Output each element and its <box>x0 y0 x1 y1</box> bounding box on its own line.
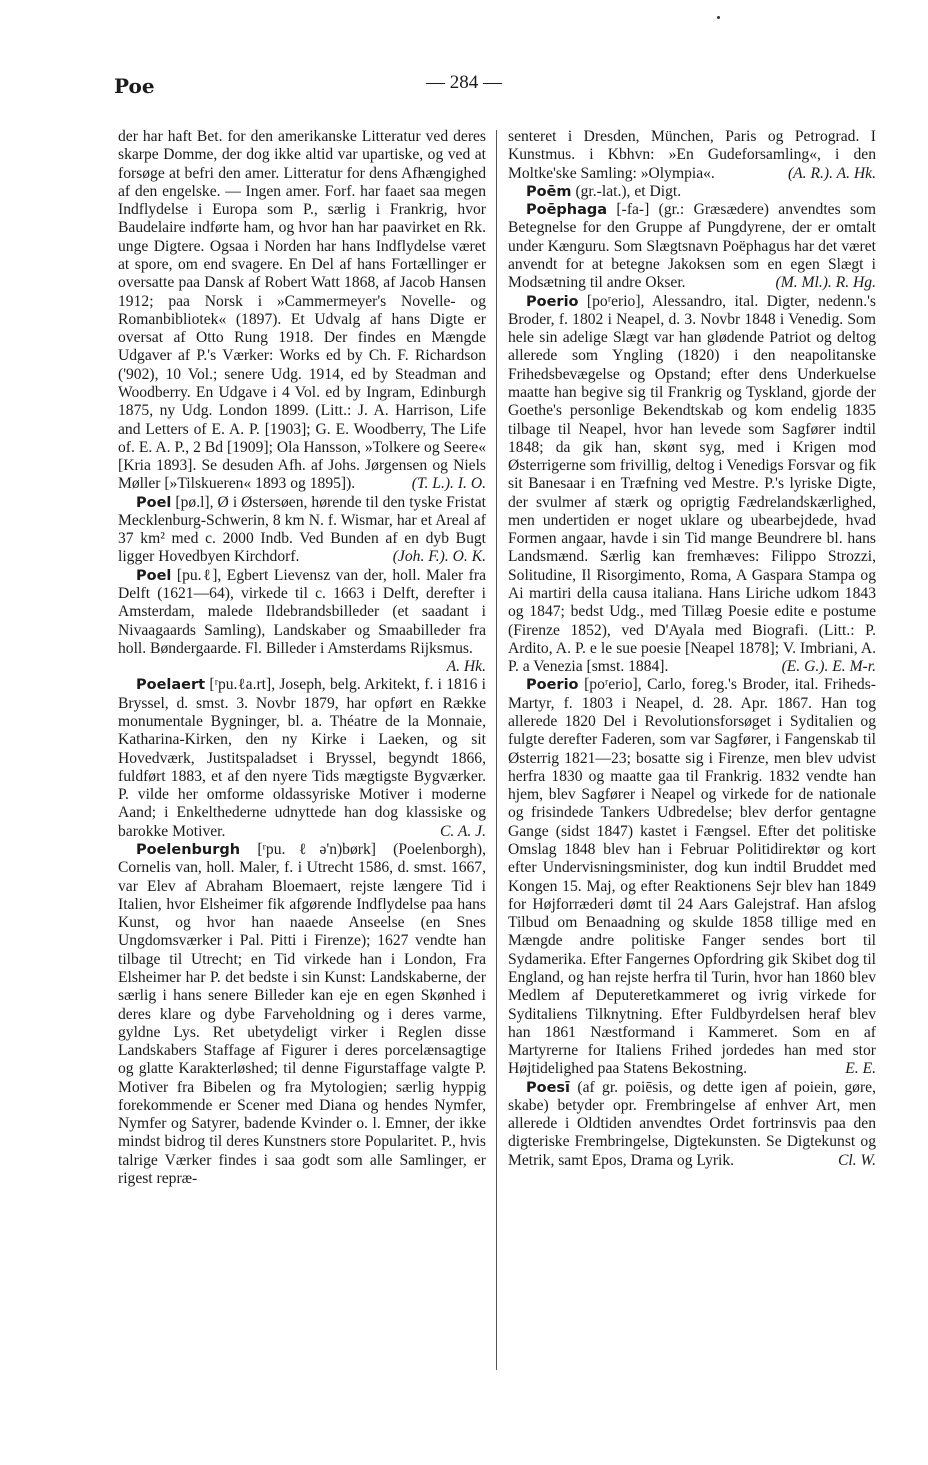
entry-signature: E. E. <box>845 1060 876 1078</box>
entry-signature: (Joh. F.). O. K. <box>392 548 486 566</box>
entry-headword: Poerio <box>526 293 579 310</box>
entry <box>118 494 486 567</box>
entry-text: der har haft Bet. for den amerikanske Litteratur ved deres skarpe Domme, der dog ikke altid var upartiske, og ved at forsøge at befri den amer. Litteratur for dens Afhængighed af den engelske. — Ingen amer. Forf. har faaet saa megen Indflydelse i Europa som P., særlig i Frankrig, hvor Baudelaire indførte ham, og hvor han har paavirket en Rk. unge Digtere. Ogsaa i Norden har hans Indflydelse været at spore, om end svagere. En Del af hans Fortællinger er oversatte paa Dansk af Robert Watt 1868, af Jacob Hansen 1912; paa Norsk i »Cammermeyer's Novelle- og Romanbibliotek« (1897). Et Udvalg af hans Digte er oversat af Otto Rung 1918. Der findes en Mængde Udgaver af P.'s Værker: Works ed by Ch. F. Richardson ('902), 10 Vol.; senere Udg. 1914, ed by Steadman and Woodberry. En Udgave i 4 Vol. ed by Ingram, Edinburgh 1875, ny Udg. London 1899. (Litt.: J. A. Harrison, Life and Letters of E. A. P. [1903]; G. E. Woodberry, The Life of. E. A. P., 2 Bd [1909]; Ola Hansson, »Tolkere og Seere« [Kria 1893]. Se desuden Afh. af Johs. Jørgensen og Niels Møller [»Tilskueren« 1893 og 1895]). <box>118 128 486 493</box>
entry <box>118 128 486 494</box>
entry-text: [pø.l], Ø i Østersøen, hørende til den tyske Fristat Mecklenburg-Schwerin, 8 km N. f. Wismar, har et Areal af 37 km² med c. 2000 Indb. Ved Bunden af en dyb Bugt ligger Hovedbyen Kirchdorf. <box>118 493 486 566</box>
entry-headword: Poel <box>136 567 172 584</box>
entry-text: [poʳerio], Alessandro, ital. Digter, nedenn.'s Broder, f. 1802 i Neapel, d. 3. Novbr 1848 i Venedig. Som hele sin adelige Slægt var han glødende Patriot og deltog allerede som Yngling (1820) i den neapolitanske Frihedsbevægelse og Opstand; efter dens Underkuelse maatte han begive sig til Frankrig og Tyskland, gjorde der Goethe's personlige Bekendtskab og kom endelig 1835 tilbage til Neapel, hvor han levede som Sagfører indtil 1848; da gik han, skønt syg, med i Krigen mod Østerrigerne som frivillig, deltog i Venedigs Forsvar og fik sit Banesaar i en Træfning ved Mestre. P.'s lyriske Digte, der svulmer af stærk og oprigtig Fædrelandskærlighed, men undertiden er noget uklare og ubearbejdede, hvad Formen angaar, havde i sin Tid mange Beundrere bl. hans Landsmænd. Særlig kan fremhæves: Filippo Strozzi, Solitudine, Il Risorgimento, Roma, A Gaspara Stampa og Ai martiri della causa italiana. Hans Liriche udkom 1843 og 1847; bedst Udg., med Tillæg Poesie edite e postume (Firenze 1852), ved D'Ayala med Biografi. (Litt.: P. Ardito, A. P. e le sue poesie [Neapel 1878]; V. Imbriani, A. P. a Venezia [smst. 1884]. <box>508 292 876 676</box>
entry-text: [pu.ℓ], Egbert Lievensz van der, holl. Maler fra Delft (1621—64), virkede til c. 1663 i Delft, derefter i Amsterdam, malede Ildebrandsbilleder (et saadant i Nivaagaards Samling), Landskaber og Smaabilleder fra holl. Bøndergaarde. Fl. Billeder i Amsterdams Rijksmus. <box>118 566 486 657</box>
entry-text: [-fa-] (gr.: Græsædere) anvendtes som Betegnelse for den Gruppe af Pungdyrene, der er omtalt under Kænguru. Som Slægtsnavn Poëphagus har det været anvendt for at betegne Jakoksen som en egen Slægt i Modsætning til andre Okser. <box>508 201 876 292</box>
entry <box>508 128 876 183</box>
entry-signature: (E. G.). E. M-r. <box>781 658 876 676</box>
entry-headword: Poelenburgh <box>136 841 241 858</box>
entry-signature: (T. L.). I. O. <box>411 475 486 493</box>
entry-text: senteret i Dresden, München, Paris og Petrograd. I Kunstmus. i Kbhvn: »En Gudeforsamling«, i den Moltke'ske Samling: »Olympia«. <box>508 128 876 182</box>
entry-headword: Poesī <box>526 1079 571 1096</box>
entry-signature: C. A. J. <box>439 822 486 840</box>
entry <box>118 676 486 841</box>
entry-headword: Poelaert <box>136 677 206 694</box>
entry-headword: Poēm <box>526 183 572 200</box>
entry-signature: (A. R.). A. Hk. <box>787 164 876 182</box>
entry <box>508 1079 876 1170</box>
entry-headword: Poerio <box>526 677 579 694</box>
entry-text: (af gr. poiēsis, og dette igen af poiein, gøre, skabe) betyder opr. Frembringelse af enhver Art, men allerede i Oldtiden anvendtes Ordet fortrinsvis paa den digteriske Frembringelse, Digtekunsten. Se Digtekunst og Metrik, samt Epos, Drama og Lyrik. <box>508 1078 876 1169</box>
entry-text: [ʳpu.ℓə'n)børk] (Poelenborgh), Cornelis van, holl. Maler, f. i Utrecht 1586, d. smst. 1667, var Elev af Abraham Bloemaert, rejste længere Tid i Italien, hvor Elsheimer fik afgørende Indflydelse paa hans Kunst, og hvor han naaede Anseelse (en Snes Ungdomsværker i Pal. Pitti i Firenze); 1627 vendte han tilbage til Utrecht; en Tid virkede han i London, Fra Elsheimer har P. det bedste i sin Kunst: Landskaberne, der særlig i hans senere Billeder kan eje en egen Skønhed i deres klare og dybe Farveholdning og i deres varme, gyldne Lys. Ret ubetydeligt virker i Reglen disse Landskabers Staffage af Figurer i deres porcelænsagtige og glatte Karakterløshed; til denne Figurstaffage valgte P. Motiver fra Bibelen og fra Mytologien; særlig hyppig forekommende er Scener med Diana og hendes Nymfer, Nymfer og Satyrer, badende Kvinder o. l. Emner, der ikke mindst bidrog til deres Kunstners store Popularitet. P., hvis talrige Værker findes i saa godt som alle Samlinger, er rigest repræ- <box>118 840 486 1188</box>
entry-text: [ʳpu.ℓa.rt], Joseph, belg. Arkitekt, f. i 1816 i Bryssel, d. smst. 3. Novbr 1879, har opført en Række monumentale Bygninger, bl. a. Théatre de la Monnaie, Katharina-Kirken, den ny Kirke i Laeken, og sit Hovedværk, Justitspaladset i Bryssel, begyndt 1866, fuldført 1883, et af den nyere Tids mægtigste Bygværker. P. vilde her omforme oldassyriske Motiver i moderne Aand; i Enkelthederne udnyttede han dog klassiske og barokke Motiver. <box>118 676 486 840</box>
left-column <box>118 128 486 1188</box>
entry-headword: Poēphaga <box>526 202 608 219</box>
entry-headword: Poel <box>136 494 172 511</box>
entry <box>118 841 486 1188</box>
running-head: Poe <box>114 74 155 98</box>
entry <box>508 183 876 201</box>
entry-signature: Cl. W. <box>838 1151 876 1169</box>
entry <box>508 676 876 1078</box>
entry-text: [poʳerio], Carlo, foreg.'s Broder, ital. Friheds-Martyr, f. 1803 i Neapel, d. 28. Apr. 1867. Han tog allerede 1820 Del i Revolutionsforsøget i Syditalien og fulgte derefter Faderen, som var Sagfører, i Fangenskab til Østerrig 1821—23; bosatte sig i Firenze, men blev udvist herfra 1830 og maatte gaa til Frankrig. 1832 vendte han hjem, blev Sagfører i Neapel og virkede for de nationale og frisindede Tankers Udbredelse; blev derfor gentagne Gange (sidst 1847) kastet i Fængsel. Efter det politiske Omslag 1848 blev han i Februar Politidirektør og kort efter Undervisningsminister, dog kun indtil Bruddet med Kongen 15. Maj, og efter Reaktionens Sejr blev han 1849 for Højforræderi dømt til 24 Aars Galejstraf. Han afslog Tilbud om Benaadning og skulde 1858 tillige med en Mængde andre politiske Fanger sendes bort til Sydamerika. Efter Fangernes Opfordring gik Skibet dog til England, og han rejste herfra til Turin, hvor han 1860 blev Medlem af Deputeretkammeret og ivrig virkede for Syditaliens Tilknytning. Efter Fuldbyrdelsen heraf blev han 1861 Næstformand i Kammeret. Som en af Martyrerne for Italiens Frihed jordedes han med stor Højtidelighed paa Statens Bekostning. <box>508 676 876 1078</box>
entry-signature: A. Hk. <box>446 658 486 676</box>
speck <box>717 16 720 19</box>
entry-text: (gr.-lat.), et Digt. <box>571 182 682 200</box>
entry <box>118 567 486 677</box>
entry <box>508 201 876 292</box>
entry <box>508 293 876 677</box>
right-column <box>508 128 876 1170</box>
column-divider <box>496 130 497 1370</box>
page-header <box>0 66 928 106</box>
entry-signature: (M. Ml.). R. Hg. <box>775 274 876 292</box>
page-number: — 284 — <box>426 72 502 93</box>
